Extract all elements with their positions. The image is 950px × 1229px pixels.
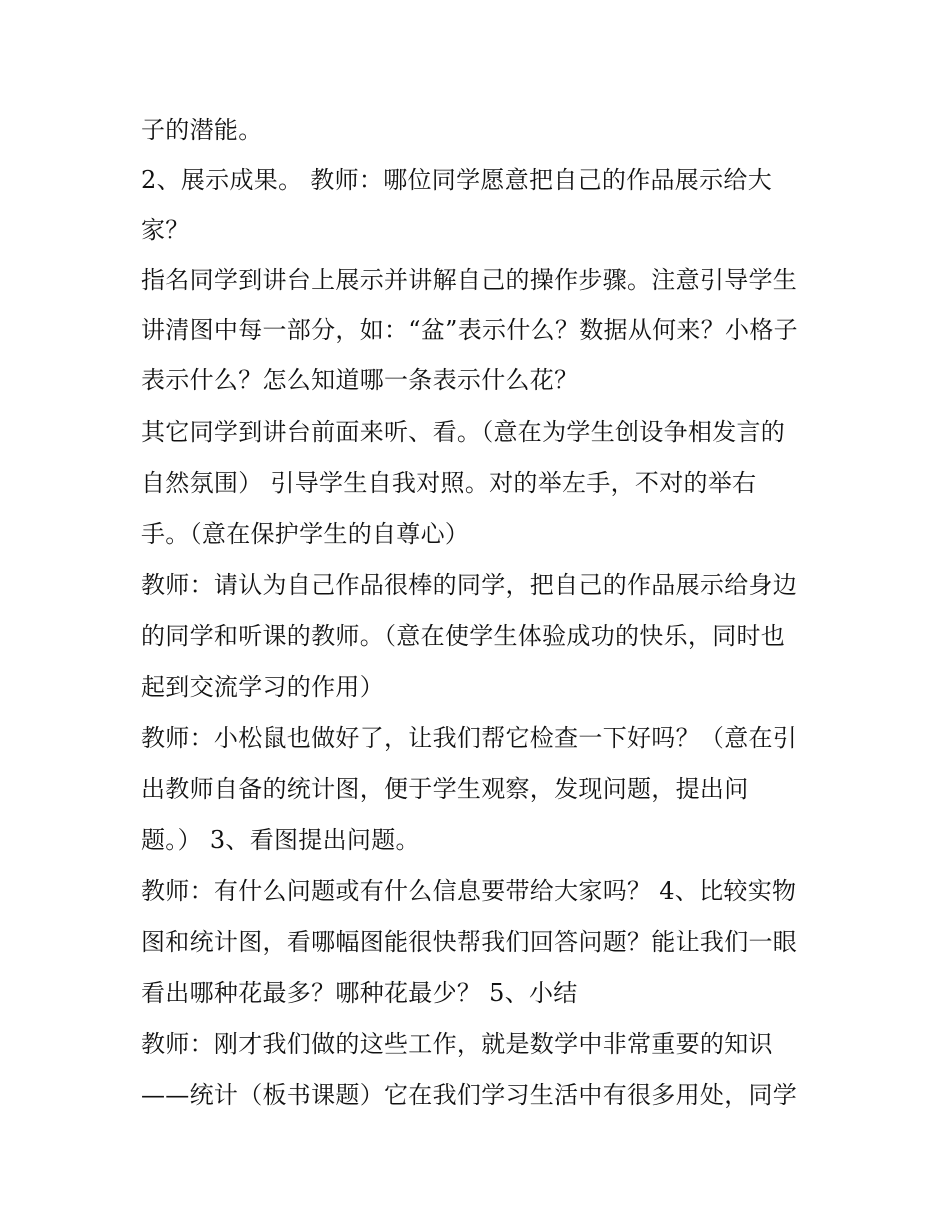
text-line: 教师：小松鼠也做好了，让我们帮它检查一下好吗？（意在引 xyxy=(141,724,798,752)
text-line: 看出哪种花最多？哪种花最少？ 5、小结 xyxy=(141,979,578,1007)
text-line: 其它同学到讲台前面来听、看。（意在为学生创设争相发言的 xyxy=(141,418,786,446)
text-line: 图和统计图，看哪幅图能很快帮我们回答问题？能让我们一眼 xyxy=(141,928,798,956)
text-line: 教师：刚才我们做的这些工作，就是数学中非常重要的知识 xyxy=(141,1030,773,1058)
text-line: 讲清图中每一部分，如：“盆”表示什么？数据从何来？小格子 xyxy=(141,316,798,344)
text-line: 家？ xyxy=(141,216,190,244)
text-line: ——统计（板书课题）它在我们学习生活中有很多用处，同学 xyxy=(141,1081,798,1109)
text-line: 2、展示成果。 教师：哪位同学愿意把自己的作品展示给大 xyxy=(141,166,772,194)
text-line: 题。） 3、看图提出问题。 xyxy=(141,826,420,854)
text-line: 出教师自备的统计图，便于学生观察，发现问题，提出问 xyxy=(141,775,749,803)
text-line: 手。（意在保护学生的自尊心） xyxy=(141,520,470,548)
text-line: 教师：有什么问题或有什么信息要带给大家吗？ 4、比较实物 xyxy=(141,877,797,905)
text-line: 表示什么？怎么知道哪一条表示什么花？ xyxy=(141,366,579,394)
text-line: 起到交流学习的作用） xyxy=(141,673,384,701)
text-line: 自然氛围） 引导学生自我对照。对的举左手，不对的举右 xyxy=(141,469,757,497)
text-line: 指名同学到讲台上展示并讲解自己的操作步骤。注意引导学生 xyxy=(141,266,798,294)
text-line: 教师：请认为自己作品很棒的同学，把自己的作品展示给身边 xyxy=(141,571,798,599)
text-line: 子的潜能。 xyxy=(141,116,263,144)
text-line: 的同学和听课的教师。（意在使学生体验成功的快乐，同时也 xyxy=(141,622,786,650)
